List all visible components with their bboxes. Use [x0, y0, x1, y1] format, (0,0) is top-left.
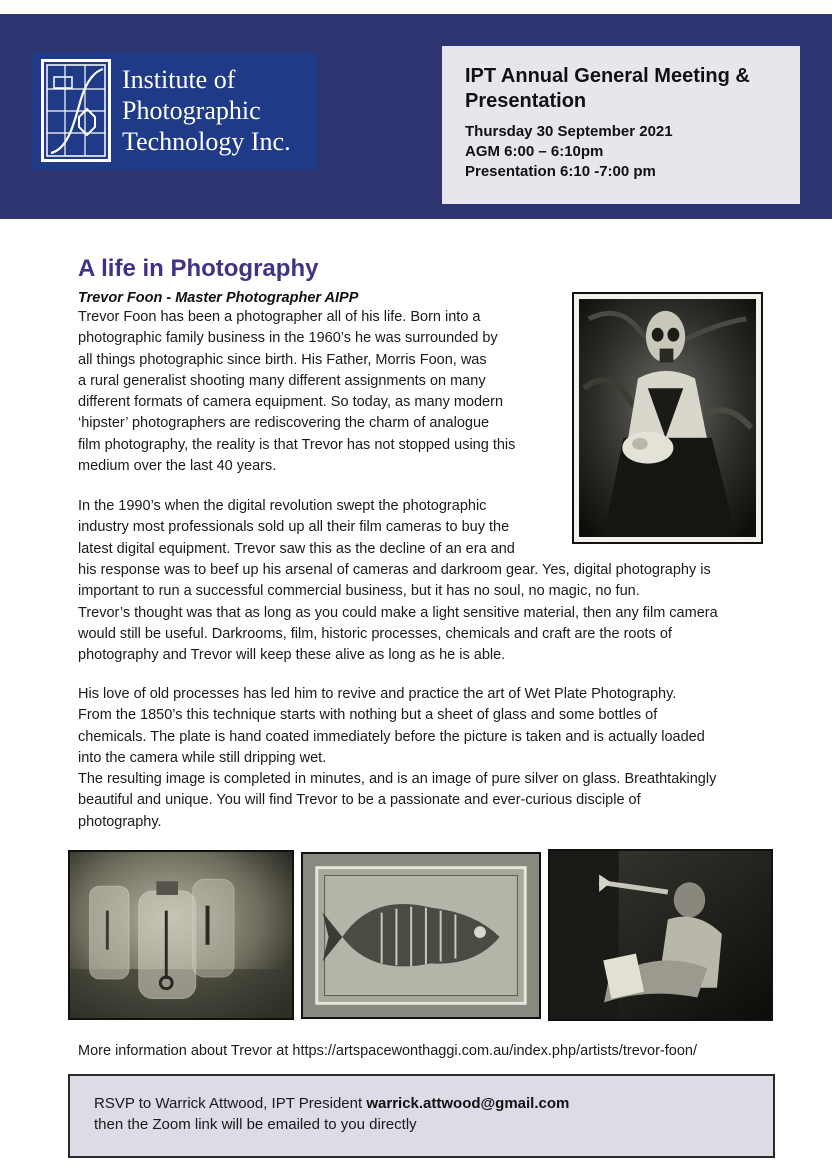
p1-line: different formats of camera equipment. So today, as many modern	[78, 394, 504, 411]
rsvp-box	[68, 1074, 775, 1158]
ipt-logo-mark-icon	[41, 59, 111, 162]
rsvp-email-link[interactable]: warrick.attwood@gmail.com	[366, 1095, 570, 1112]
bottles-keys-image	[70, 852, 292, 1018]
p1-line: Trevor Foon has been a photographer all of his life. Born into a	[78, 309, 481, 325]
p3-line: The resulting image is completed in minutes, and is an image of pure silver on glass. Breathtakingly	[78, 771, 717, 788]
p2-line: Trevor’s thought was that as long as you could make a light sensitive material, then any film camera	[78, 604, 718, 621]
logo-line-3: Technology Inc.	[122, 127, 291, 156]
fish-skeleton-image	[303, 854, 539, 1017]
rsvp-line-2: then the Zoom link will be emailed to you directly	[94, 1116, 417, 1133]
p2-line: important to run a successful commercial business, but it has no soul, no magic, no fun.	[78, 583, 640, 600]
p2-line: In the 1990’s when the digital revolution swept the photographic	[78, 498, 487, 514]
p2-line: his response was to beef up his arsenal of cameras and darkroom gear. Yes, digital photography is	[78, 562, 711, 578]
logo-line-1: Institute of	[122, 65, 236, 94]
article-title: A life in Photography	[78, 255, 319, 282]
paragraph-1	[78, 307, 556, 477]
p3-line: photography.	[78, 813, 162, 830]
event-presentation-time: Presentation 6:10 -7:00 pm	[465, 163, 656, 180]
p2-line: photography and Trevor will keep these alive as long as he is able.	[78, 647, 506, 664]
portrait-image	[579, 299, 756, 537]
ipt-logo	[32, 52, 317, 170]
p3-line: His love of old processes has led him to revive and practice the art of Wet Plate Photography.	[78, 686, 677, 702]
p2-line: latest digital equipment. Trevor saw this as the decline of an era and	[78, 540, 515, 557]
ipt-logo-text	[122, 64, 291, 157]
logo-line-2: Photographic	[122, 96, 261, 125]
p3-line: into the camera while still dripping wet.	[78, 749, 327, 766]
photo-bottles-keys	[68, 850, 294, 1020]
trumpet-player-image	[550, 851, 771, 1019]
photo-trumpet-player	[548, 849, 773, 1021]
more-info-text: More information about Trevor at https://artspacewonthaggi.com.au/index.php/artists/trevor-foon/	[78, 1043, 697, 1059]
p1-line: medium over the last 40 years.	[78, 458, 277, 475]
p3-line: From the 1850’s this technique starts with nothing but a sheet of glass and some bottles of	[78, 707, 658, 724]
rsvp-prefix: RSVP to Warrick Attwood, IPT President	[94, 1095, 367, 1112]
p2-line: would still be useful. Darkrooms, film, historic processes, chemicals and craft are the roots of	[78, 625, 672, 642]
article-subtitle: Trevor Foon - Master Photographer AIPP	[78, 290, 359, 306]
p1-line: film photography, the reality is that Trevor has not stopped using this	[78, 436, 516, 453]
photo-fish-skeleton	[301, 852, 541, 1019]
p1-line: all things photographic since birth. His Father, Morris Foon, was	[78, 351, 487, 368]
event-title-line-1: IPT Annual General Meeting &	[465, 65, 750, 87]
event-date: Thursday 30 September 2021	[465, 123, 673, 140]
p1-line: a rural generalist shooting many different assignments on many	[78, 372, 486, 389]
p1-line: ‘hipster’ photographers are rediscovering the charm of analogue	[78, 415, 490, 432]
p3-line: beautiful and unique. You will find Trevor to be a passionate and ever-curious disciple of	[78, 792, 641, 809]
rsvp-line-1	[94, 1093, 773, 1114]
event-agm-time: AGM 6:00 – 6:10pm	[465, 143, 604, 160]
paragraph-3	[78, 684, 778, 833]
event-title	[465, 64, 786, 114]
p2-line: industry most professionals sold up all their film cameras to buy the	[78, 519, 510, 536]
event-info-box	[442, 46, 800, 204]
header-banner	[0, 14, 832, 219]
p3-line: chemicals. The plate is hand coated immediately before the picture is taken and is actually loaded	[78, 728, 705, 745]
event-title-line-2: Presentation	[465, 90, 587, 112]
p1-line: photographic family business in the 1960’s he was surrounded by	[78, 330, 498, 347]
paragraph-2-top	[78, 496, 556, 560]
paragraph-2-bottom	[78, 560, 778, 666]
portrait-photo	[572, 292, 763, 544]
